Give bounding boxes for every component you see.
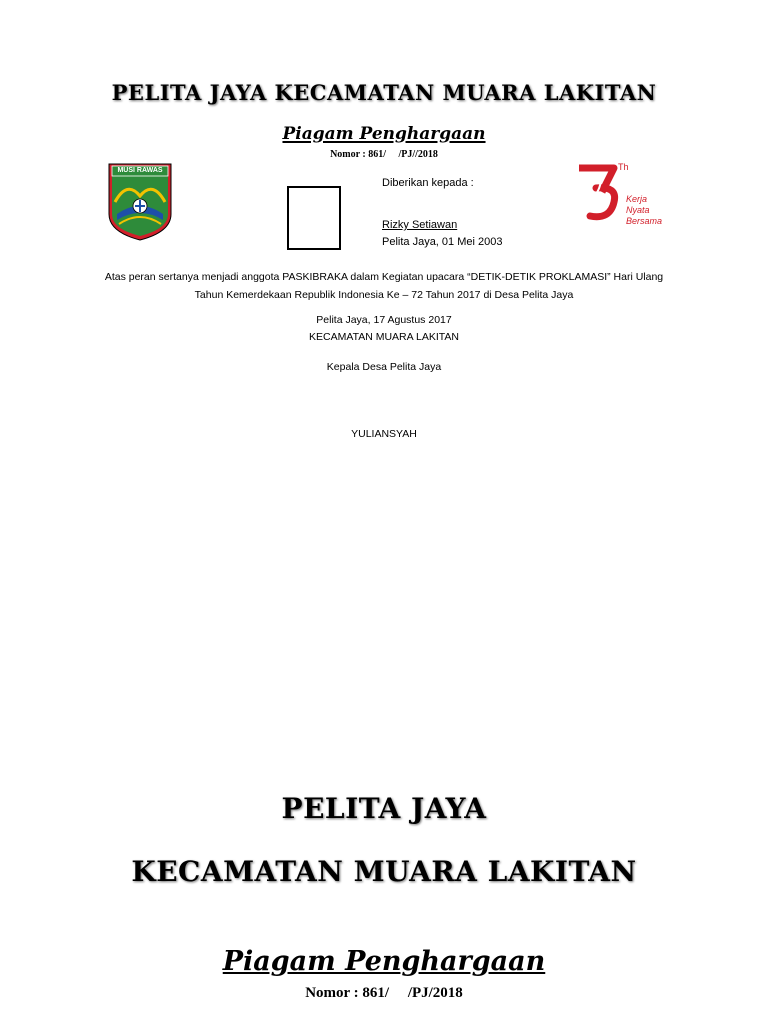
page-title: PELITA JAYA KECAMATAN MUARA LAKITAN: [111, 80, 657, 105]
signature-place-date: Pelita Jaya, 17 Agustus 2017: [316, 314, 452, 326]
certificate-subtitle: Piagam Penghargaan: [282, 124, 486, 144]
recipient-name: Rizky Setiawan: [382, 219, 458, 231]
second-page-number: Nomor : 861/ /PJ/2018: [305, 985, 463, 1001]
recipient-birth: Pelita Jaya, 01 Mei 2003: [382, 236, 503, 248]
statement-line-1: Atas peran sertanya menjadi anggota PASKIBRAKA dalam Kegiatan upacara “DETIK-DETIK PROKLAMASI” Hari Ulang: [104, 271, 664, 283]
signature-position: Kepala Desa Pelita Jaya: [326, 361, 442, 373]
signature-name: YULIANSYAH: [351, 428, 417, 440]
second-page-subtitle: Piagam Penghargaan: [222, 946, 546, 977]
signature-district: KECAMATAN MUARA LAKITAN: [309, 331, 459, 343]
logo-th: Th: [618, 162, 629, 172]
musi-rawas-emblem-icon: [107, 162, 173, 242]
statement-line-2: Tahun Kemerdekaan Republik Indonesia Ke – 72 Tahun 2017 di Desa Pelita Jaya: [194, 289, 574, 301]
given-to-label: Diberikan kepada :: [382, 177, 474, 189]
logo-line-kerja: Kerja: [626, 194, 648, 204]
second-page-title-line-1: PELITA JAYA: [281, 792, 487, 825]
photo-placeholder: [287, 186, 341, 250]
logo-line-bersama: Bersama: [626, 216, 663, 226]
logo-line-nyata: Nyata: [626, 205, 650, 215]
certificate-number: Nomor : 861/ /PJ//2018: [330, 149, 438, 160]
emblem-label: MUSI RAWAS: [117, 167, 163, 174]
second-page-title-line-2: KECAMATAN MUARA LAKITAN: [131, 855, 637, 888]
hut-ri-73-logo-icon: [574, 158, 674, 230]
